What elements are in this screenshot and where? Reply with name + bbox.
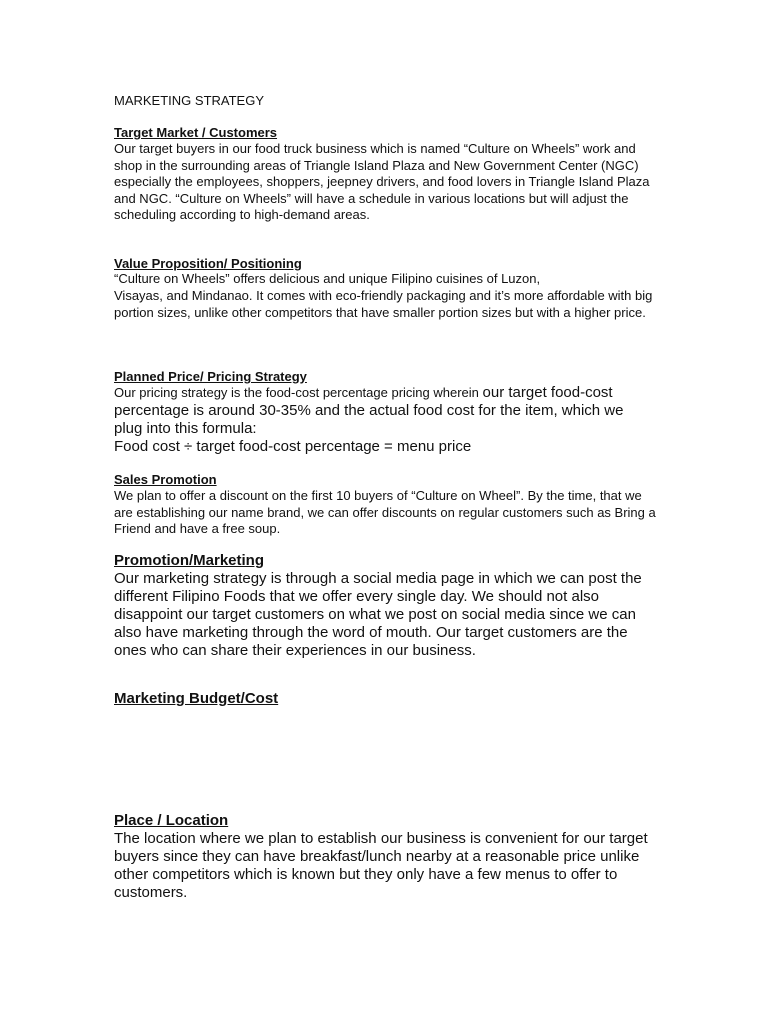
place-heading: Place / Location xyxy=(114,812,229,829)
pricing-formula: Food cost ÷ target food-cost percentage = menu price xyxy=(114,438,472,455)
sales-promotion-body: We plan to offer a discount on the first 10 buyers of “Culture on Wheel”. By the time, that we are establishing our name brand, we can offer discounts on regular customers such as Bring a Friend and have a free soup. xyxy=(114,488,656,537)
pricing-line2: percentage is around 30-35% and the actual food cost for the item, which we xyxy=(114,402,624,419)
pricing-heading: Planned Price/ Pricing Strategy xyxy=(114,369,307,384)
document-title: MARKETING STRATEGY xyxy=(114,93,264,108)
place-body: The location where we plan to establish our business is convenient for our target buyers since they can have breakfast/lunch nearby at a reasonable price unlike other competitors which is known but they only have a few menus to offer to customers. xyxy=(114,830,648,901)
target-market-body: Our target buyers in our food truck business which is named “Culture on Wheels” work and shop in the surrounding areas of Triangle Island Plaza and New Government Center (NGC) especially the employees, shoppers, jeepney drivers, and food lovers in Triangle Island Plaza and NGC. “Culture on Wheels” will have a schedule in various locations but will adjust the scheduling according to high-demand areas. xyxy=(114,141,650,223)
promotion-marketing-body: Our marketing strategy is through a social media page in which we can post the different Filipino Foods that we offer every single day. We should not also disappoint our target customers on what we post on social media since we can also have marketing through the word of mouth. Our target customers are the ones who can share their experiences in our business. xyxy=(114,570,642,659)
target-market-heading: Target Market / Customers xyxy=(114,125,278,140)
pricing-line3: plug into this formula: xyxy=(114,420,257,437)
pricing-intro-small: Our pricing strategy is the food-cost percentage pricing wherein xyxy=(114,385,483,400)
pricing-body xyxy=(114,384,659,456)
value-proposition-line1: “Culture on Wheels” offers delicious and unique Filipino cuisines of Luzon, xyxy=(114,271,541,286)
value-proposition-body: Visayas, and Mindanao. It comes with eco-friendly packaging and it’s more affordable with big portion sizes, unlike other competitors that have smaller portion sizes but with a higher price. xyxy=(114,288,653,320)
value-proposition-heading: Value Proposition/ Positioning xyxy=(114,256,302,271)
pricing-intro-big: our target food-cost xyxy=(482,384,613,401)
promotion-marketing-heading: Promotion/Marketing xyxy=(114,552,265,569)
budget-heading: Marketing Budget/Cost xyxy=(114,690,279,707)
sales-promotion-heading: Sales Promotion xyxy=(114,472,217,487)
